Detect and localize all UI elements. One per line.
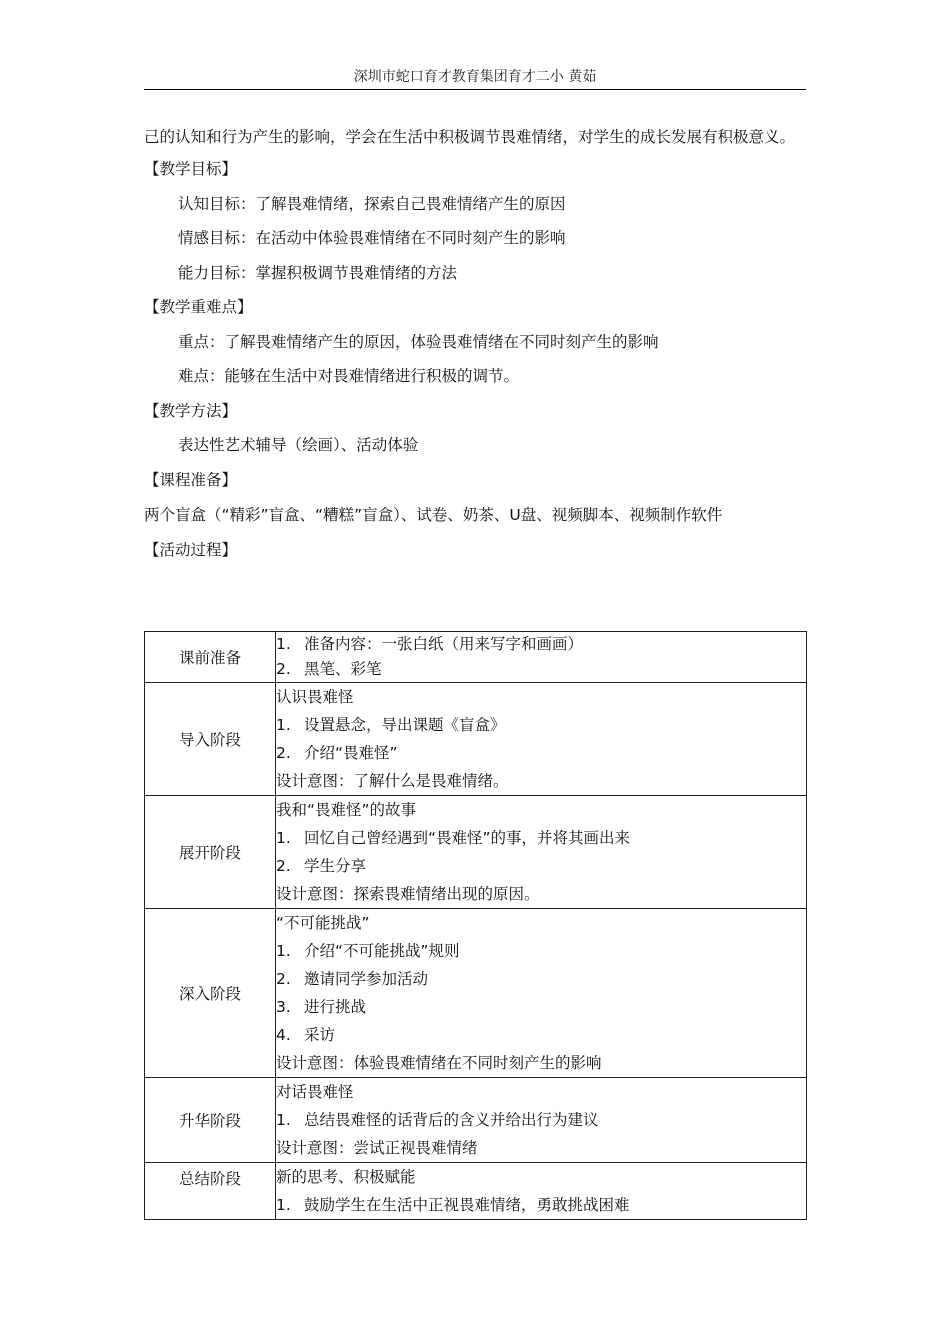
row-title: 认识畏难怪 bbox=[276, 688, 354, 706]
step-item: 1. 鼓励学生在生活中正视畏难情绪，勇敢挑战困难 bbox=[276, 1196, 630, 1214]
table-row bbox=[145, 632, 807, 683]
goals-heading: 【教学目标】 bbox=[144, 160, 238, 178]
methods-text: 表达性艺术辅导（绘画）、活动体验 bbox=[178, 436, 419, 454]
step-item: 1. 介绍“不可能挑战”规则 bbox=[276, 942, 460, 960]
stage-cell: 总结阶段 bbox=[145, 1163, 276, 1220]
table-row bbox=[145, 1078, 807, 1163]
stage-cell: 导入阶段 bbox=[145, 683, 276, 796]
goal-emotional: 情感目标：在活动中体验畏难情绪在不同时刻产生的影响 bbox=[178, 229, 566, 247]
row-title: “不可能挑战” bbox=[276, 914, 370, 932]
content-cell bbox=[276, 1163, 807, 1220]
step-item: 1. 总结畏难怪的话背后的含义并给出行为建议 bbox=[276, 1111, 599, 1129]
goal-cognitive: 认知目标：了解畏难情绪，探索自己畏难情绪产生的原因 bbox=[178, 194, 566, 213]
stage-cell: 深入阶段 bbox=[145, 909, 276, 1078]
table-row bbox=[145, 1163, 807, 1220]
process-heading: 【活动过程】 bbox=[144, 541, 238, 559]
focus-key-point: 重点：了解畏难情绪产生的原因，体验畏难情绪在不同时刻产生的影响 bbox=[178, 332, 659, 351]
step-item: 1. 设置悬念，导出课题《盲盒》 bbox=[276, 716, 506, 734]
stage-cell: 展开阶段 bbox=[145, 796, 276, 909]
intro-paragraph: 己的认知和行为产生的影响，学会在生活中积极调节畏难情绪，对学生的成长发展有积极意义。 bbox=[144, 128, 796, 146]
table-row bbox=[145, 683, 807, 796]
table-row bbox=[145, 796, 807, 909]
focus-heading: 【教学重难点】 bbox=[144, 298, 253, 316]
stage-cell: 升华阶段 bbox=[145, 1078, 276, 1163]
row-title: 对话畏难怪 bbox=[276, 1083, 354, 1101]
content-cell bbox=[276, 1078, 807, 1163]
content-cell bbox=[276, 909, 807, 1078]
design-intent: 设计意图：了解什么是畏难情绪。 bbox=[276, 772, 509, 790]
focus-difficult-point: 难点：能够在生活中对畏难情绪进行积极的调节。 bbox=[178, 367, 520, 385]
design-intent: 设计意图：探索畏难情绪出现的原因。 bbox=[276, 885, 540, 903]
table-row bbox=[145, 909, 807, 1078]
step-item: 2. 邀请同学参加活动 bbox=[276, 970, 429, 988]
step-item: 2. 学生分享 bbox=[276, 857, 367, 875]
design-intent: 设计意图：尝试正视畏难情绪 bbox=[276, 1139, 478, 1157]
step-item: 2. 黑笔、彩笔 bbox=[276, 660, 382, 678]
step-item: 3. 进行挑战 bbox=[276, 998, 367, 1016]
step-item: 4. 采访 bbox=[276, 1026, 336, 1044]
document-body bbox=[144, 122, 806, 568]
content-cell bbox=[276, 796, 807, 909]
step-item: 1. 回忆自己曾经遇到“畏难怪”的事，并将其画出来 bbox=[276, 829, 631, 847]
step-item: 1. 准备内容：一张白纸（用来写字和画画） bbox=[276, 635, 584, 653]
row-title: 我和“畏难怪”的故事 bbox=[276, 801, 417, 819]
goal-ability: 能力目标：掌握积极调节畏难情绪的方法 bbox=[178, 263, 458, 282]
content-cell bbox=[276, 683, 807, 796]
preparation-text: 两个盲盒（“精彩”盲盒、“糟糕”盲盒）、试卷、奶茶、U盘、视频脚本、视频制作软件 bbox=[144, 506, 723, 524]
step-item: 2. 介绍“畏难怪” bbox=[276, 744, 398, 762]
row-title: 新的思考、积极赋能 bbox=[276, 1168, 416, 1186]
preparation-heading: 【课程准备】 bbox=[144, 470, 238, 489]
stage-cell: 课前准备 bbox=[145, 632, 276, 683]
design-intent: 设计意图：体验畏难情绪在不同时刻产生的影响 bbox=[276, 1054, 602, 1072]
content-cell bbox=[276, 632, 807, 683]
page-header: 深圳市蛇口育才教育集团育才二小 黄茹 bbox=[144, 66, 806, 90]
process-table bbox=[144, 631, 807, 1220]
methods-heading: 【教学方法】 bbox=[144, 401, 238, 420]
